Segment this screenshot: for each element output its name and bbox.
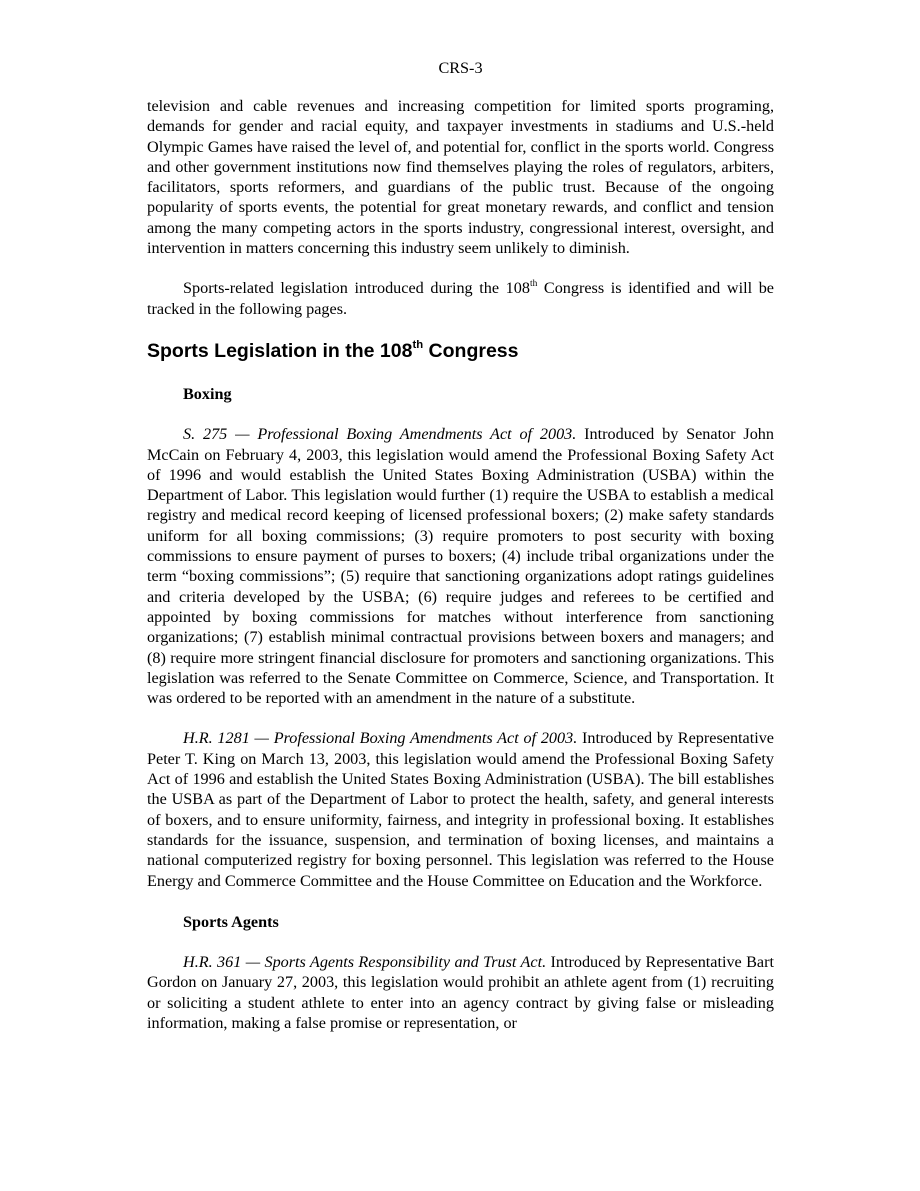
document-page: [147, 0, 774, 1033]
bill-hr361-title: H.R. 361 — Sports Agents Responsibility and Trust Act.: [183, 953, 547, 972]
subheading-boxing: Boxing: [183, 384, 232, 403]
ordinal-suffix: th: [529, 278, 538, 289]
section-heading-end: Congress: [423, 339, 519, 362]
intro-paragraph: television and cable revenues and increasing competition for limited sports programing, demands for gender and racial equity, and taxpayer investments in stadiums and U.S.-held Olympic Games have raised the level of, and potential for, conflict in the sports world. Congress and other government institutions now find themselves playing the roles of regulators, arbiters, facilitators, sports reformers, and guardians of the public trust. Because of the ongoing popularity of sports events, the potential for great monetary rewards, and conflict and tension among the many competing actors in the sports industry, congressional interest, oversight, and intervention in matters concerning this industry seem unlikely to diminish.: [147, 97, 774, 258]
bill-hr1281-description: Introduced by Representative Peter T. King on March 13, 2003, this legislation would amend the Professional Boxing Safety Act of 1996 and establish the United States Boxing Administration (USBA). The bill establishes the USBA as part of the Department of Labor to protect the health, safety, and general interests of boxers, and to ensure uniformity, fairness, and integrity in professional boxing. It establishes standards for the issuance, suspension, and termination of boxing licenses, and maintains a national computerized registry for boxing personnel. This legislation was referred to the House Energy and Commerce Committee and the House Committee on Education and the Workforce.: [147, 729, 774, 890]
section-ordinal-suffix: th: [412, 338, 424, 351]
subheading-sports-agents: Sports Agents: [183, 912, 279, 931]
bill-s275-title: S. 275 — Professional Boxing Amendments Act of 2003.: [183, 425, 577, 444]
section-heading-start: Sports Legislation in the 108: [147, 339, 413, 362]
bill-s275-description: Introduced by Senator John McCain on February 4, 2003, this legislation would amend the Professional Boxing Safety Act of 1996 and would establish the United States Boxing Administration (USBA) within the Department of Labor. This legislation would further (1) require the USBA to establish a medical registry and medical record keeping of licensed professional boxers; (2) make safety standards uniform for all boxing commissions; (3) require promoters to post security with boxing commissions to ensure payment of purses to boxers; (4) include tribal organizations under the term “boxing commissions”; (5) require that sanctioning organizations adopt ratings guidelines and criteria developed by the USBA; (6) require judges and referees to be certified and appointed by boxing commissions for matches without interference from sanctioning organizations; (7) establish minimal contractual provisions between boxers and managers; and (8) require more stringent financial disclosure for promoters and sanctioning organizations. This legislation was referred to the Senate Committee on Commerce, Science, and Transportation. It was ordered to be reported with an amendment in the nature of a substitute.: [147, 425, 774, 708]
bill-hr1281-paragraph: [147, 728, 774, 890]
bill-hr1281-title: H.R. 1281 — Professional Boxing Amendments Act of 2003.: [183, 729, 578, 748]
bill-s275-paragraph: [147, 424, 774, 708]
tracking-text-end: Congress is identified and will be tracked in the following pages.: [147, 279, 774, 318]
tracking-paragraph: [147, 278, 774, 319]
bill-hr361-paragraph: [147, 952, 774, 1033]
bill-hr361-description: Introduced by Representative Bart Gordon on January 27, 2003, this legislation would prohibit an athlete agent from (1) recruiting or soliciting a student athlete to enter into an agency contract by giving false or misleading information, making a false promise or representation, or: [147, 953, 774, 1032]
page-number: CRS-3: [438, 59, 483, 77]
tracking-text-start: Sports-related legislation introduced during the 108: [183, 279, 530, 298]
section-heading: [147, 339, 774, 363]
